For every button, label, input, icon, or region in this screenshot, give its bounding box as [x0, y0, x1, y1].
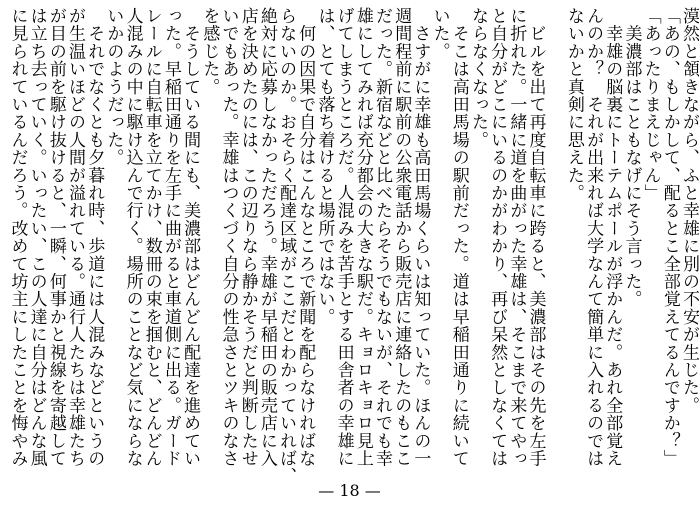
- text-column: いかのようだった。: [103, 7, 124, 167]
- vertical-text-body: [7, 7, 699, 485]
- text-column: 人混みの中に駆け込んで行く。場所のことなど気にならな: [122, 7, 143, 468]
- text-column: だった。新宿などと比べたらそうでもないが、それでも幸: [372, 7, 392, 468]
- text-column: 雄にしてみれば充分都会の大きな駅だ。キョロキョロ見上: [352, 7, 373, 468]
- text-column: ビルを出て再度自転車に跨ると、美濃部はその先を左手: [525, 7, 546, 468]
- text-column: が目の前を駆け抜けると、一瞬、何事かと視線を寄越して: [45, 7, 66, 468]
- text-column: に見られているんだろう。改めて坊主にしたことを悔やみ: [7, 7, 28, 468]
- text-column: 週間程前に駅前の公衆電話から販売店に連絡したのもここ: [391, 7, 412, 468]
- text-column: げてしまうところだ。人混みを苦手とする田舎者の幸雄に: [333, 7, 354, 468]
- text-column: ならなくなった。: [467, 7, 488, 149]
- text-column: を感じた。: [199, 7, 220, 96]
- text-column: 何の因果で自分はこんなところで新聞を配らなければな: [295, 7, 316, 468]
- text-column: 漠然と頷きながら、ふと幸雄に別の不安が生じた。: [679, 7, 699, 415]
- text-column: いでもあった。幸雄はつくづく自分の性急さとツキのなさ: [218, 7, 239, 468]
- text-column: いた。: [429, 7, 450, 61]
- text-column: そこは高田馬場の駅前だった。道は早稲田通りに続いて: [448, 7, 469, 468]
- text-column: らないのか。おそらく配達区域がここだとわかっていれば、: [276, 7, 297, 485]
- text-column: は、とても落ち着けると場所ではない。: [314, 7, 335, 326]
- text-column: に折れた。一緒に道を曲がった幸雄は、そこまで来てやっ: [506, 7, 527, 468]
- text-column: んのか？ それが出来れば大学なんて簡単に入れるのでは: [583, 7, 604, 468]
- text-column: 絶対に応募しなかっただろう。幸雄が早稲田の販売店に入: [256, 7, 277, 468]
- text-column: ないかと真剣に思えた。: [563, 7, 584, 202]
- text-column: 「あったりまえじゃん」: [640, 7, 661, 202]
- text-column: 「あの、もしかして、配るとこ全部覚えてるんですか？」: [659, 7, 680, 468]
- text-column: 店を決めたのには、この辺りなら静かそうだと判断したせ: [237, 7, 258, 468]
- text-column: そうしている間にも、美濃部はどんどん配達を進めてい: [180, 7, 201, 468]
- text-column: 幸雄の脳裏にトーテムポールが浮かんだ。あれ全部覚え: [602, 7, 623, 468]
- text-column: 美濃部はこともなげにそう言った。: [621, 7, 642, 308]
- section-break: [545, 7, 564, 479]
- page-number: — 18 —: [318, 481, 381, 500]
- text-column: は立ち去っていく。いったい、この人達に自分はどんな風: [26, 7, 47, 468]
- text-column: それでなくとも夕暮れ時、歩道には人混みなどというの: [84, 7, 105, 468]
- text-column: さすがに幸雄も高田馬場くらいは知っていた。ほんの一: [410, 7, 431, 468]
- text-column: と自分がどこにいるのかがわかり、再び呆然としなくては: [487, 7, 508, 468]
- text-column: った。早稲田通りを左手に曲がると車道側に出る。ガード: [160, 7, 181, 468]
- text-column: レールに自転車を立てかけ、数冊の束を掴むと、どんどん: [141, 7, 162, 468]
- text-column: が生温いほどの人間が溢れている。通行人たちは幸雄たち: [65, 7, 85, 468]
